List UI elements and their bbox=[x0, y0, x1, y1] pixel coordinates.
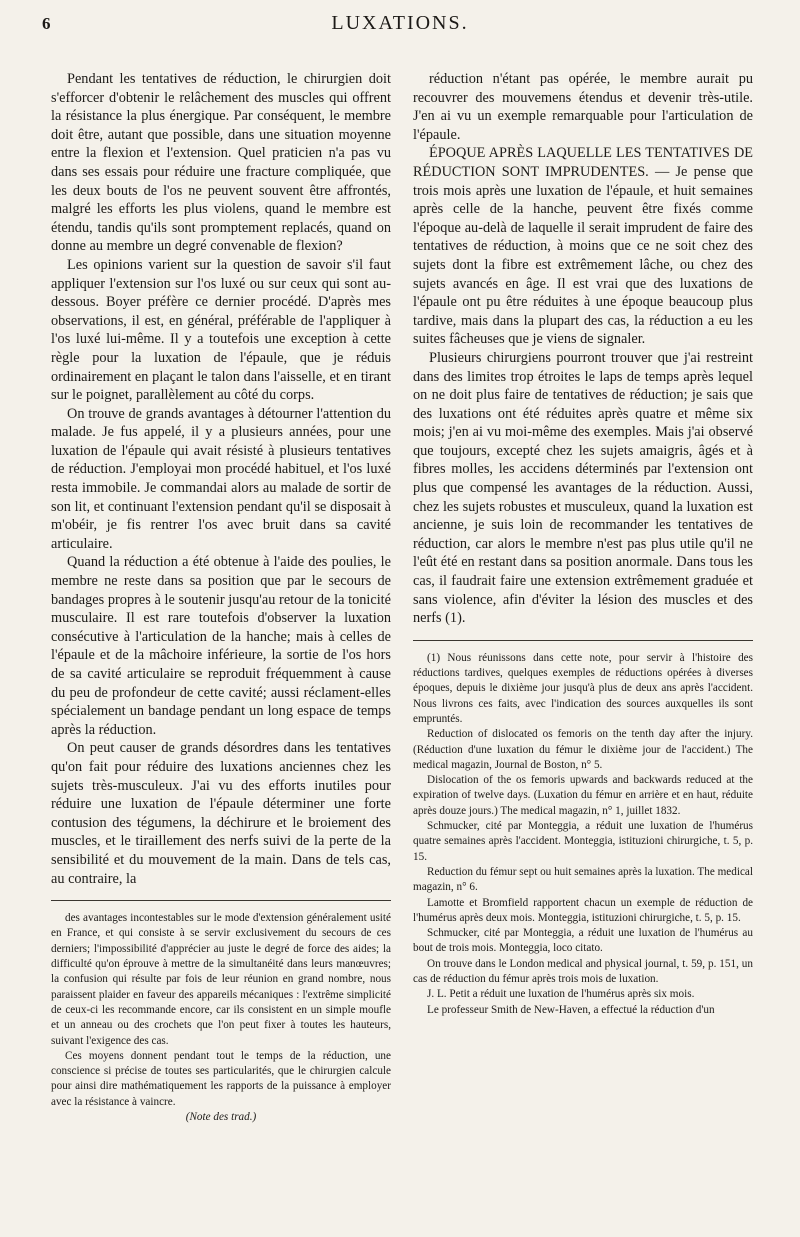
footnote-text: Lamotte et Bromfield rapportent chacun un exemple de réduction de l'humérus après deux mois. Monteggia, istituzioni chirurgiche, t. 5, p. 15. bbox=[413, 896, 753, 924]
paragraph: Plusieurs chirurgiens pourront trouver que j'ai restreint dans des limites trop étroites le laps de temps après lequel on ne doit plus faire de tentatives de réduction; je sais que des luxations ont été réduites après quatre et même six mois; j'en ai vu moi-même des exemples. Mais j'ai observé que toujours, excepté chez les sujets amaigris, âgés et à fibres molles, les accidens déterminés par l'extension ont plus que compensé les avantages de la réduction. Aussi, chez les sujets robustes et musculeux, quand la luxation est ancienne, je suis loin de recommander les tentatives de réduction, car alors le membre n'est pas plus utile qu'il ne l'eût été en restant dans sa position anormale. Dans tous les cas, il faudrait faire une extension extrêmement graduée et sans violence, afin d'éviter la lésion des muscles et des nerfs (1). bbox=[413, 349, 753, 627]
footnote-text: Reduction du fémur sept ou huit semaines après la luxation. The medical magazin, n° 6. bbox=[413, 865, 754, 894]
footnote-block bbox=[51, 911, 391, 1125]
paragraph: Pendant les tentatives de réduction, le chirurgien doit s'efforcer d'obtenir le relâchement des muscles qui offrent la résistance la plus énergique. Par conséquent, le membre doit être, autant que possible, dans une situation moyenne entre la flexion et l'extension. Quel praticien n'a pas vu dans ses essais pour réduire une fracture compliquée, que les deux bouts de l'os ne peuvent souvent être affrontés, malgré les efforts les plus violens, quand le membre est étendu, tandis qu'ils sont promptement replacés, quand on donne au membre un degré convenable de flexion? bbox=[51, 71, 391, 255]
footnote-text: Schmucker, cité par Monteggia, a réduit une luxation de l'humérus quatre semaines après l'accident. Monteggia, istituzioni chirurgiche, t. 5, p. 15. bbox=[413, 820, 753, 863]
footnote-text: des avantages incontestables sur le mode d'extension généralement usité en France, et qui consiste à se servir exclusivement du secours de ces derniers; l'impossibilité d'apprécier au juste le degré de force des aides; la difficulté qu'on éprouve à mettre de la simultanéité dans leurs manœuvres; la confusion qui résulte par fois de leur réunion en grand nombre, nous paraissent plaider en faveur des appareils mécaniques : l'extrême simplicité de ceux-ci les recommande encore, car ils consistent en un simple moufle et un anneau ou des crochets que l'on peut fixer à toutes les hauteurs, suivant l'exigence des cas. bbox=[51, 912, 391, 1047]
paragraph: réduction n'étant pas opérée, le membre aurait pu recouvrer des mouvemens étendus et devenir très-utile. J'en ai vu un exemple remarquable pour l'articulation de l'épaule. bbox=[413, 71, 753, 143]
footnote-divider bbox=[413, 640, 753, 641]
footnote-text: Ces moyens donnent pendant tout le temps de la réduction, une conscience si précise de toutes ses particularités, que le chirurgien calcule pour ainsi dire mathématiquement les rapports de la puissance à employer avec la résistance à vaincre. bbox=[51, 1049, 391, 1108]
footnote-text: Dislocation of the os femoris upwards and backwards reduced at the expiration of twelve days. (Luxation du fémur en arrière et en haut, réduite après douze jours.) The medical magazin, n° 1, juillet 1832. bbox=[413, 774, 753, 817]
footnote-text: Reduction of dislocated os femoris on the tenth day after the injury. (Réduction d'une luxation du fémur le dixième jour de l'accident.) The medical magazin, Journal de Boston, n° 5. bbox=[413, 728, 753, 771]
footnote-text: (1) Nous réunissons dans cette note, pour servir à l'histoire des réductions tardives, quelques exemples de réductions opérées à diverses époques, depuis le dixième jour jusqu'à plus de deux ans après l'accident. Nous livrons ces faits, avec l'indication des sources auxquelles ils sont empruntés. bbox=[413, 651, 753, 725]
footnote-text: J. L. Petit a réduit une luxation de l'humérus après six mois. bbox=[427, 988, 695, 1001]
page-number: 6 bbox=[42, 14, 51, 33]
footnote-text: Le professeur Smith de New-Haven, a effectué la réduction d'un bbox=[427, 1003, 715, 1016]
left-column bbox=[51, 70, 391, 1125]
paragraph: ÉPOQUE APRÈS LAQUELLE LES TENTATIVES DE RÉDUCTION SONT IMPRUDENTES. — Je pense que trois mois après une luxation de l'épaule, et huit semaines après celle de la hanche, peuvent être fixés comme l'époque au-delà de laquelle il serait imprudent de faire des tentatives de réduction, à moins que ce ne soit chez des sujets dont la fibre est extrêmement lâche, ou chez des sujets avancés en âge. Il est vrai que des luxations de l'épaule ont pu être réduites à une époque beaucoup plus tardive, mais dans la plupart des cas, la réduction a eu les suites fâcheuses que je viens de signaler. bbox=[413, 145, 753, 348]
footnote-text: On trouve dans le London medical and physical journal, t. 59, p. 151, un cas de réduction du fémur après trois mois de luxation. bbox=[413, 957, 753, 986]
running-head bbox=[0, 10, 800, 40]
paragraph: Les opinions varient sur la question de savoir s'il faut appliquer l'extension sur l'os luxé ou sur ceux qui sont au-dessous. Boyer préfère ce dernier procédé. D'après mes observations, il est, en général, préférable de l'appliquer à l'os luxé lui-même. Il y a toutefois une exception à cette règle pour la luxation de l'épaule, que je réduis ordinairement en plaçant le talon dans l'aisselle, et en tirant sur le poignet, parallèlement au côté du corps. bbox=[51, 256, 391, 404]
footnote-divider bbox=[51, 900, 391, 901]
right-column bbox=[413, 70, 753, 1018]
footnote-text: Schmucker, cité par Monteggia, a réduit une luxation de l'humérus au bout de trois mois. Monteggia, loco citato. bbox=[413, 927, 753, 955]
footnote-block bbox=[413, 651, 753, 1018]
paragraph: On trouve de grands avantages à détourner l'attention du malade. Je fus appelé, il y a plusieurs années, pour une luxation de l'épaule qui avait résisté à plusieurs tentatives de réduction. J'employai mon procédé habituel, et l'os luxé resta immobile. Je commandai alors au malade de sortir de son lit, et continuant l'extension pendant qu'il se disposait à m'obéir, je fis rentrer l'os avec bruit dans sa cavité articulaire. bbox=[51, 405, 391, 552]
footnote-signature: (Note des trad.) bbox=[185, 1110, 257, 1123]
paragraph: On peut causer de grands désordres dans les tentatives qu'on fait pour réduire des luxations anciennes chez les sujets très-musculeux. J'ai vu des efforts inutiles pour réduire une luxation de l'épaule déterminer une forte contusion des tégumens, la déchirure et le broiement des muscles, et le tiraillement des nerfs suivi de la perte de la sensibilité et du mouvement de la main. Dans de tels cas, au contraire, la bbox=[51, 740, 391, 887]
running-title: LUXATIONS. bbox=[331, 12, 469, 34]
paragraph: Quand la réduction a été obtenue à l'aide des poulies, le membre ne reste dans sa position que par le secours de bandages propres à le soutenir jusqu'au retour de la tonicité musculaire. Il est rare toutefois d'observer la luxation consécutive à l'articulation de la hanche; mais à celles de l'épaule et de la mâchoire inférieure, la sortie de l'os hors de sa cavité articulaire se reproduit fréquemment à cause du peu de profondeur de cette cavité; aussi réclament-elles spécialement un bandage pendant un long espace de temps après la réduction. bbox=[51, 554, 391, 738]
